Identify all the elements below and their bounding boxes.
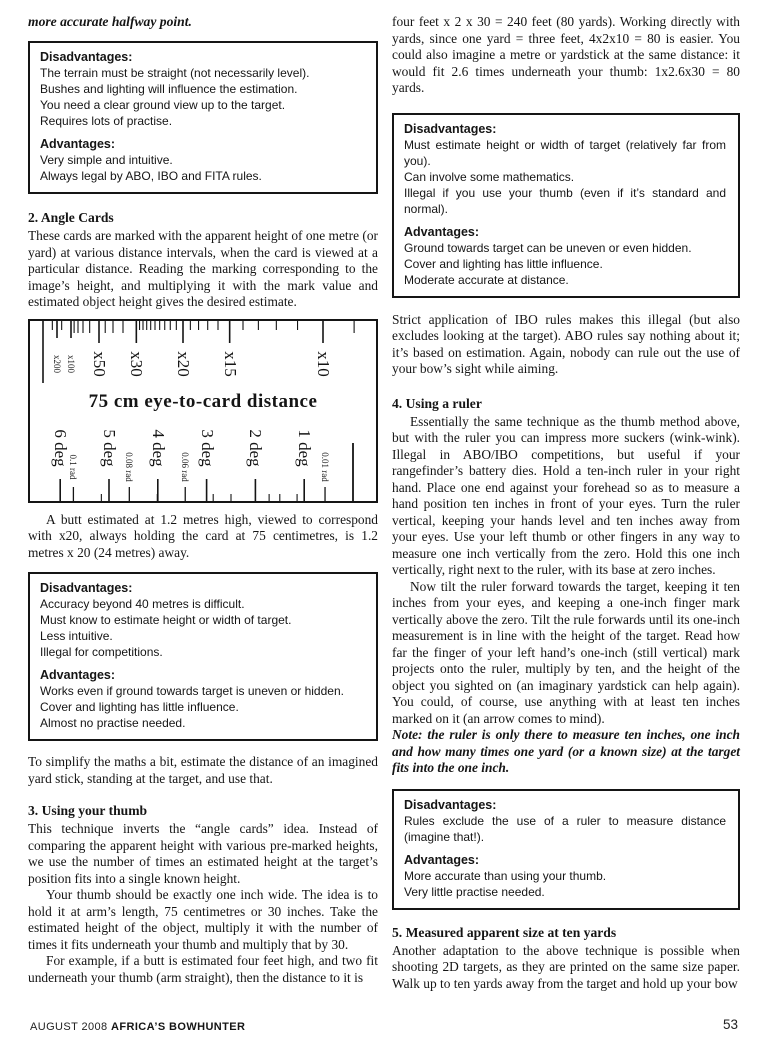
disadvantages-list bbox=[40, 65, 364, 129]
section-heading-angle-cards: 2. Angle Cards bbox=[28, 210, 114, 225]
advantages-label: Advantages: bbox=[40, 137, 116, 151]
top-scale-label: x20 bbox=[174, 350, 193, 377]
box-line: Ground towards target can be uneven or even hidden. bbox=[404, 240, 692, 255]
bottom-scale-rad-label: 0.01 rad bbox=[320, 451, 331, 482]
section-heading-ten-yards: 5. Measured apparent size at ten yards bbox=[392, 924, 617, 940]
continuation-line: more accurate halfway point. bbox=[28, 14, 192, 29]
left-column bbox=[28, 0, 378, 986]
bottom-scale-deg-label: 3 deg bbox=[197, 428, 217, 467]
section-heading-thumb: 3. Using your thumb bbox=[28, 803, 148, 818]
advantages-label: Advantages: bbox=[404, 852, 480, 867]
pros-cons-box-pacing bbox=[28, 41, 378, 194]
disadvantages-label: Disadvantages: bbox=[404, 797, 497, 812]
box-line: Cover and lighting has little influence. bbox=[404, 256, 603, 271]
box-line: Must know to estimate height or width of target. bbox=[40, 613, 292, 627]
thumb-paragraph-1: This technique inverts the “angle cards” idea. Instead of comparing the apparent height with various pre-marked heights, we use the number of times an estimated height at the target’s position fits into a single known height. bbox=[28, 821, 378, 886]
disadvantages-list bbox=[40, 596, 364, 660]
top-scale-label: x100 bbox=[66, 354, 76, 373]
bottom-scale-deg-label: 5 deg bbox=[100, 428, 119, 467]
pros-cons-box-angle-cards bbox=[28, 572, 378, 741]
box-line: More accurate than using your thumb. bbox=[404, 868, 607, 883]
ruler-paragraph-1: Essentially the same technique as the thumb method above, but with the ruler you can impress more suckers (wink-wink). Illegal in ABO/IBO competitions, but useful if your rangefinder’s battery dies. Hold a ten-inch ruler in your right hand. Place one end against your forehead so as to measure a hand position ten inches in front of your eyes. Turn the ruler vertical, keeping your hands level and ten inches away from your eyes. Use your left thumb or other fingers in any way to measure one inch vertically from the zero. Hold this one inch vertically, right next to the ruler, with its base at zero inches. bbox=[392, 413, 740, 577]
rules-paragraph: Strict application of IBO rules makes this illegal (but also excludes looking at the target). ABO rules say nothing about it; it’s based on estimation. Again, nobody can rule out the use of your bow’s sight while aiming. bbox=[392, 311, 740, 376]
advantages-list bbox=[40, 152, 364, 184]
top-scale-label: x200 bbox=[52, 354, 62, 373]
top-scale-label: x15 bbox=[220, 350, 240, 377]
thumb-paragraph-3: For example, if a butt is estimated four feet high, and two fit underneath your thumb (arm straight), then the distance to it is bbox=[28, 953, 378, 985]
disadvantages-list bbox=[404, 813, 726, 845]
thumb-paragraph-2: Your thumb should be exactly one inch wide. The idea is to hold it at arm’s length, 75 centimetres or 30 inches. Take the estimated height of the object, multiply it with the number of times it fits underneath your thumb and multiply that by 30. bbox=[28, 887, 378, 952]
bottom-scale-deg-label: 6 deg bbox=[51, 428, 71, 467]
box-line: Must estimate height or width of target (relatively far from you). bbox=[404, 137, 726, 168]
box-line: Illegal if you use your thumb (even if it’s standard and normal). bbox=[404, 185, 726, 216]
bottom-scale-deg-label: 4 deg bbox=[148, 428, 168, 467]
box-line: Very little practise needed. bbox=[404, 884, 545, 899]
box-line: Less intuitive. bbox=[40, 629, 113, 643]
page-number: 53 bbox=[722, 1017, 738, 1032]
advantages-list bbox=[404, 240, 726, 288]
pros-cons-box-thumb bbox=[392, 113, 740, 298]
disadvantages-list bbox=[404, 137, 726, 217]
box-line: Moderate accurate at distance. bbox=[404, 272, 569, 287]
bottom-scale-rad-label: 0.08 rad bbox=[124, 451, 135, 482]
bottom-scale-rad-label: 0.06 rad bbox=[180, 451, 191, 482]
top-scale-label: x10 bbox=[314, 350, 333, 377]
top-scale-label: x30 bbox=[127, 350, 147, 377]
bottom-scale-deg-label: 2 deg bbox=[246, 428, 266, 467]
disadvantages-label: Disadvantages: bbox=[40, 50, 133, 64]
simplify-paragraph: To simplify the maths a bit, estimate the distance of an imagined yard stick, standing at the target, and use that. bbox=[28, 754, 378, 786]
disadvantages-label: Disadvantages: bbox=[40, 581, 133, 595]
disadvantages-label: Disadvantages: bbox=[404, 121, 497, 136]
angle-card-caption: 75 cm eye-to-card distance bbox=[88, 390, 318, 412]
box-line: Works even if ground towards target is uneven or hidden. bbox=[40, 684, 344, 698]
box-line: Almost no practise needed. bbox=[40, 716, 186, 730]
advantages-list bbox=[40, 683, 364, 731]
top-scale-label: x50 bbox=[90, 350, 109, 377]
box-line: Requires lots of practise. bbox=[40, 114, 173, 128]
box-line: Always legal by ABO, IBO and FITA rules. bbox=[40, 169, 262, 183]
box-line: Bushes and lighting will influence the estimation. bbox=[40, 82, 298, 96]
footer-magazine-name: AFRICA’S BOWHUNTER bbox=[111, 1021, 246, 1033]
advantages-label: Advantages: bbox=[40, 668, 116, 682]
box-line: Cover and lighting has little influence. bbox=[40, 700, 239, 714]
angle-cards-paragraph: These cards are marked with the apparent height of one metre (or yard) at various distance intervals, when the card is viewed at a particular distance. Reading the marking corresponding to the image’s height, and multiplying it with the mark value and estimated object height gives the desired estimate. bbox=[28, 228, 378, 309]
footer-issue-line bbox=[30, 1021, 245, 1033]
bottom-scale-rad-label: 0.1 rad bbox=[68, 454, 79, 479]
thumb-continuation-paragraph: four feet x 2 x 30 = 240 feet (80 yards). Working directly with yards, since one yard = three feet, 4x2x10 = 80 is easier. You could also imagine a metre or yardstick at the same distance: it would fit 2.6 times underneath your thumb: 1x2.6x30 = 80 yards. bbox=[392, 14, 740, 95]
advantages-list bbox=[404, 868, 726, 900]
box-line: The terrain must be straight (not necessarily level). bbox=[40, 66, 310, 80]
box-line: Can involve some mathematics. bbox=[404, 169, 575, 184]
angle-card-figure bbox=[28, 319, 378, 503]
right-column bbox=[392, 0, 740, 992]
pros-cons-box-ruler bbox=[392, 789, 740, 910]
box-line: Very simple and intuitive. bbox=[40, 153, 173, 167]
advantages-label: Advantages: bbox=[404, 224, 480, 239]
footer-issue-date: AUGUST 2008 bbox=[30, 1021, 108, 1033]
bottom-scale-deg-label: 1 deg bbox=[295, 428, 315, 467]
ruler-paragraph-2: Now tilt the ruler forward towards the target, keeping it ten inches from your eyes, and keeping a one-inch finger mark vertically above the zero. Tilt the rule forwards until its one-inch measurement is in line with the height of the target. Read how far the finger of your left hand’s one-inch (still vertical) mark projects onto the ruler, multiply by ten, and the height of the object you sighted on (an imaginary yardstick can help again). You could, of course, use anything with at least ten inches marked on it (an arrow comes to mind). bbox=[392, 578, 740, 726]
ten-yards-paragraph: Another adaptation to the above technique is possible when shooting 2D targets, as they are printed on the same size paper. Walk up to ten yards away from the target and hold up your bow bbox=[392, 942, 740, 991]
box-line: Rules exclude the use of a ruler to measure distance (imagine that!). bbox=[404, 813, 726, 844]
butt-example-paragraph: A butt estimated at 1.2 metres high, viewed to correspond with x20, always holding the card at 75 centimetres, is 1.2 metres x 20 (24 metres) away. bbox=[28, 511, 378, 560]
box-line: You need a clear ground view up to the target. bbox=[40, 98, 286, 112]
box-line: Accuracy beyond 40 metres is difficult. bbox=[40, 597, 245, 611]
section-heading-ruler: 4. Using a ruler bbox=[392, 395, 482, 411]
ruler-note: Note: the ruler is only there to measure ten inches, one inch and how many times one yard (or a known size) at the target fits into the one inch. bbox=[392, 727, 740, 775]
box-line: Illegal for competitions. bbox=[40, 645, 163, 659]
